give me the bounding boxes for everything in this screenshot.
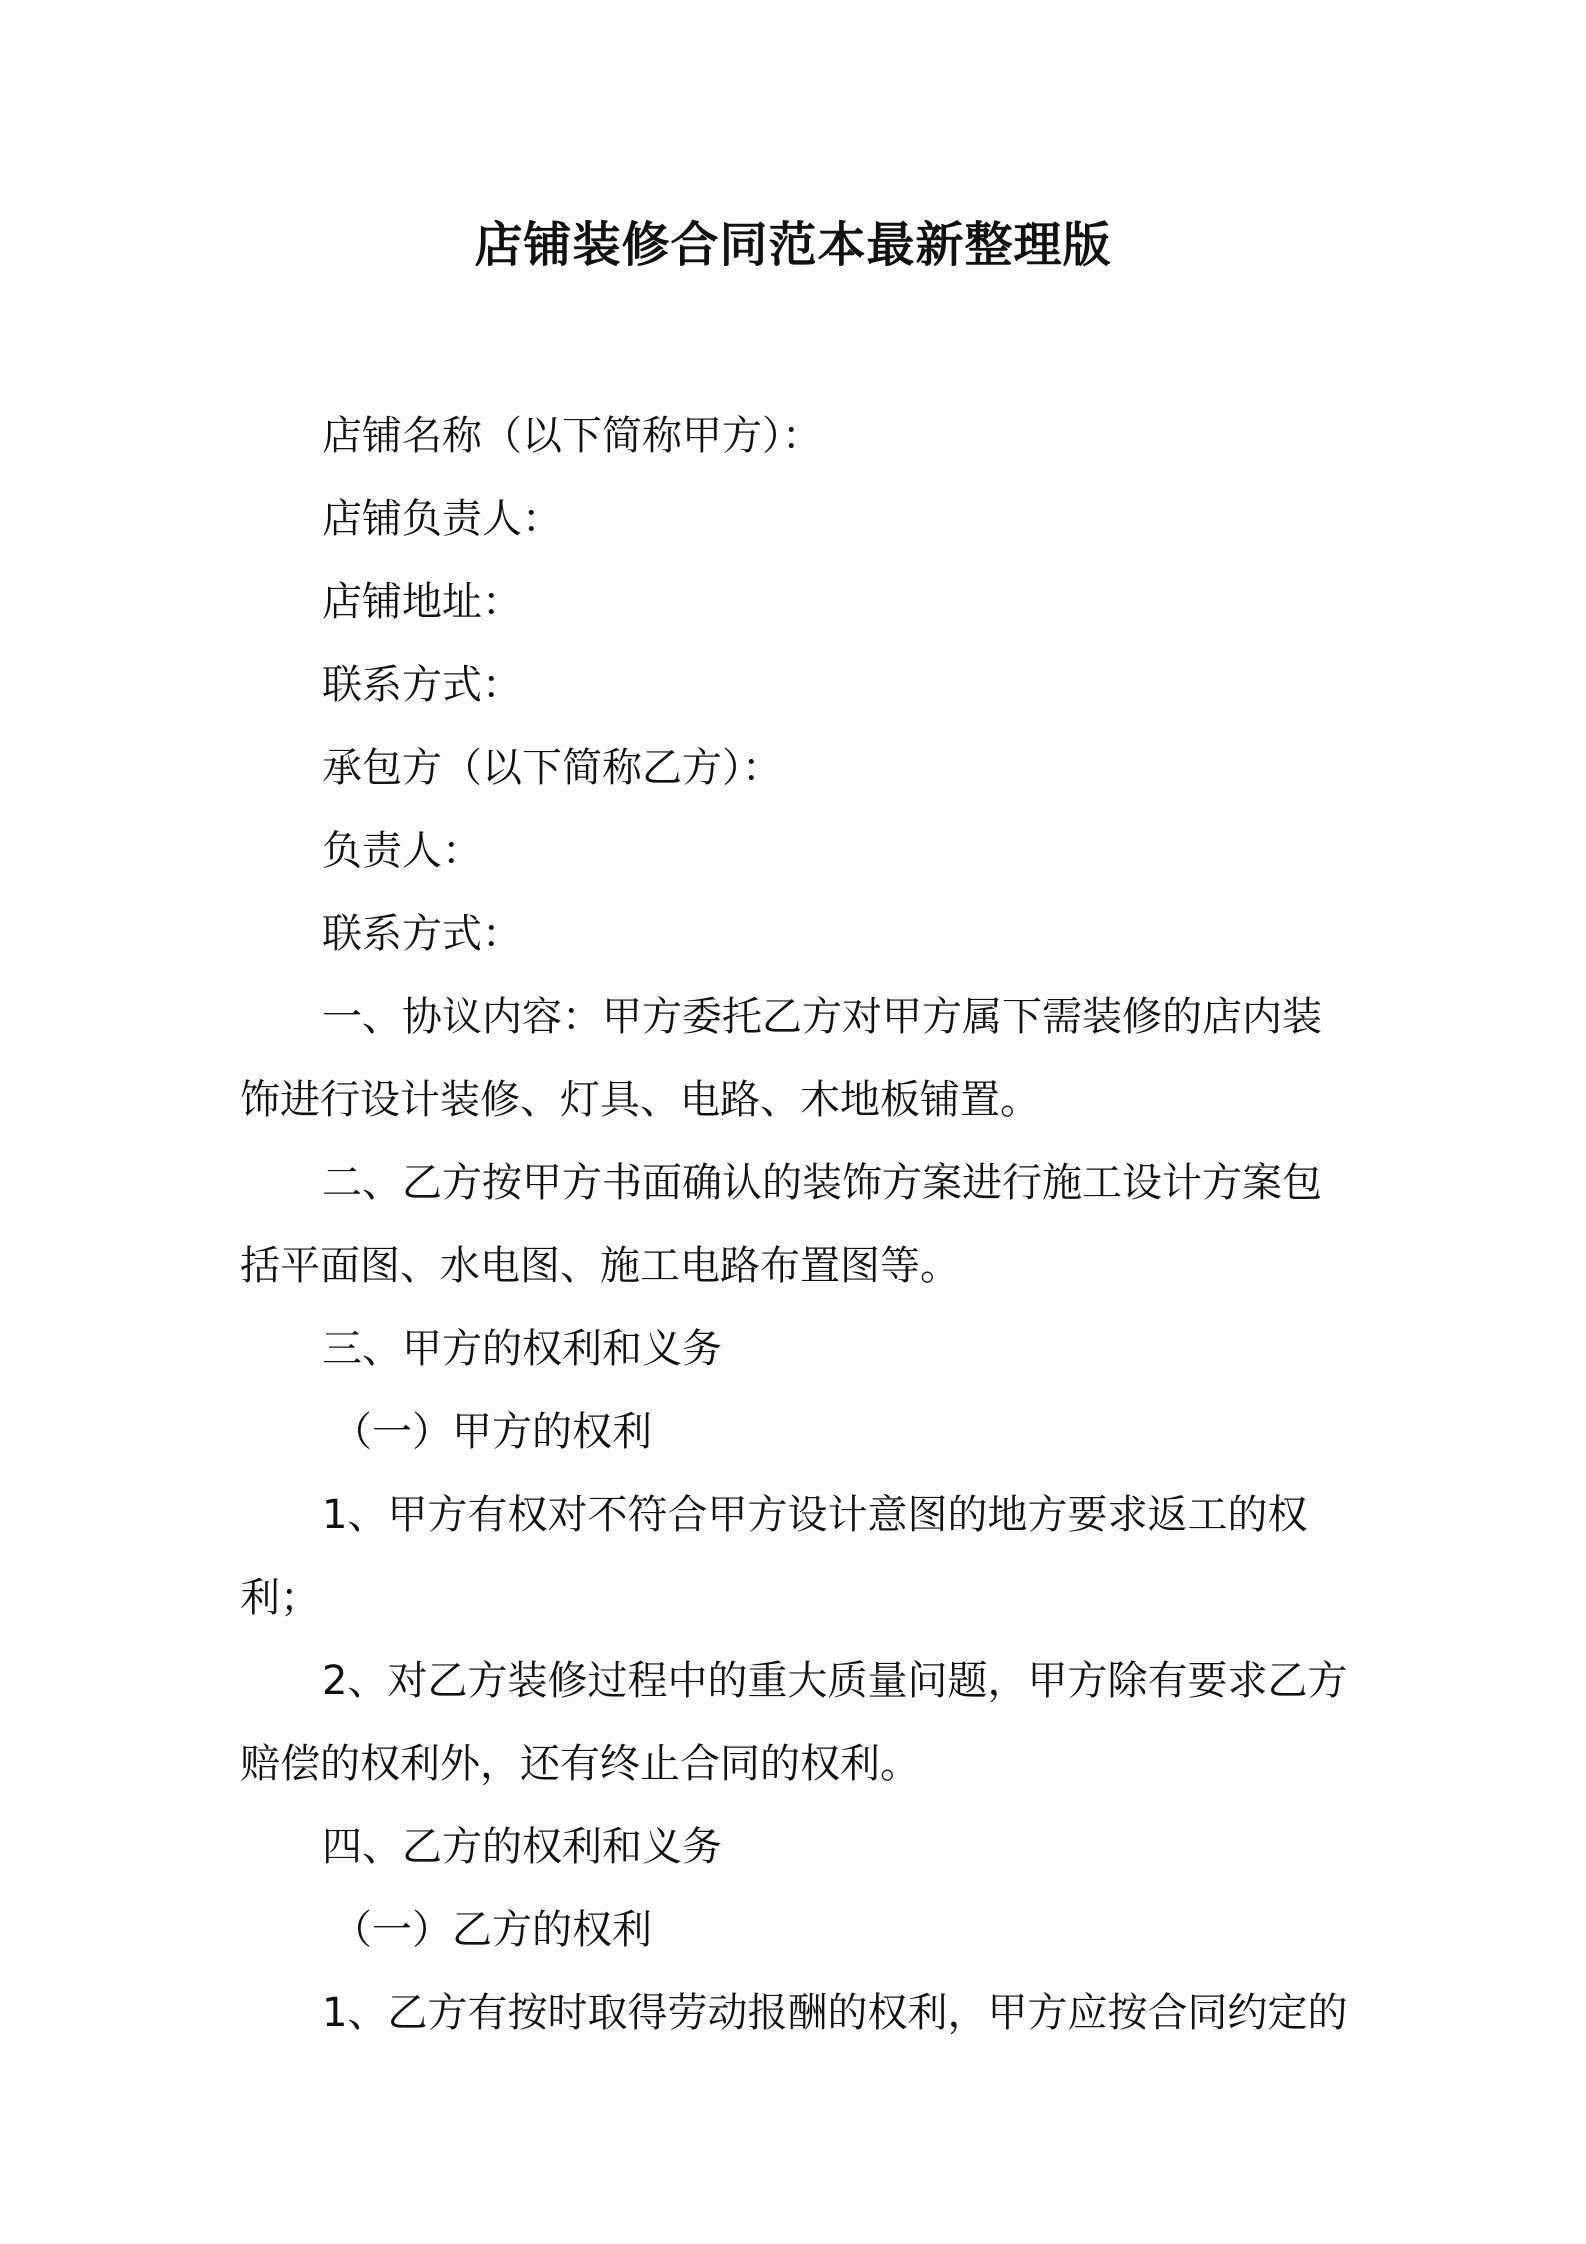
document-body — [240, 395, 1360, 2055]
clause-3-item-2: 2、对乙方装修过程中的重大质量问题，甲方除有要求乙方赔偿的权利外，还有终止合同的权利。 — [240, 1658, 1348, 1787]
party-b-manager-line: 负责人： — [322, 828, 482, 874]
clause-4-item-1: 1、乙方有按时取得劳动报酬的权利，甲方应按合同约定的 — [322, 1990, 1348, 2036]
clause-3-item-1: 1、甲方有权对不符合甲方设计意图的地方要求返工的权利； — [240, 1492, 1308, 1621]
party-a-address-line: 店铺地址： — [322, 579, 522, 625]
clause-4-heading: 四、乙方的权利和义务 — [322, 1824, 722, 1870]
clause-3-subheading: （一）甲方的权利 — [332, 1409, 652, 1455]
party-b-contact-line: 联系方式： — [322, 911, 522, 957]
clause-3-heading: 三、甲方的权利和义务 — [322, 1326, 722, 1372]
clause-4-subheading: （一）乙方的权利 — [332, 1907, 652, 1953]
party-b-name-line: 承包方（以下简称乙方）： — [322, 745, 782, 791]
party-a-manager-line: 店铺负责人： — [322, 496, 562, 542]
party-a-name-line: 店铺名称（以下简称甲方）： — [322, 413, 822, 459]
document-title: 店铺装修合同范本最新整理版 — [474, 217, 1112, 273]
party-a-contact-line: 联系方式： — [322, 662, 522, 708]
clause-2-design: 二、乙方按甲方书面确认的装饰方案进行施工设计方案包括平面图、水电图、施工电路布置图等。 — [240, 1160, 1322, 1289]
clause-1-agreement: 一、协议内容：甲方委托乙方对甲方属下需装修的店内装饰进行设计装修、灯具、电路、木地板铺置。 — [240, 994, 1322, 1123]
